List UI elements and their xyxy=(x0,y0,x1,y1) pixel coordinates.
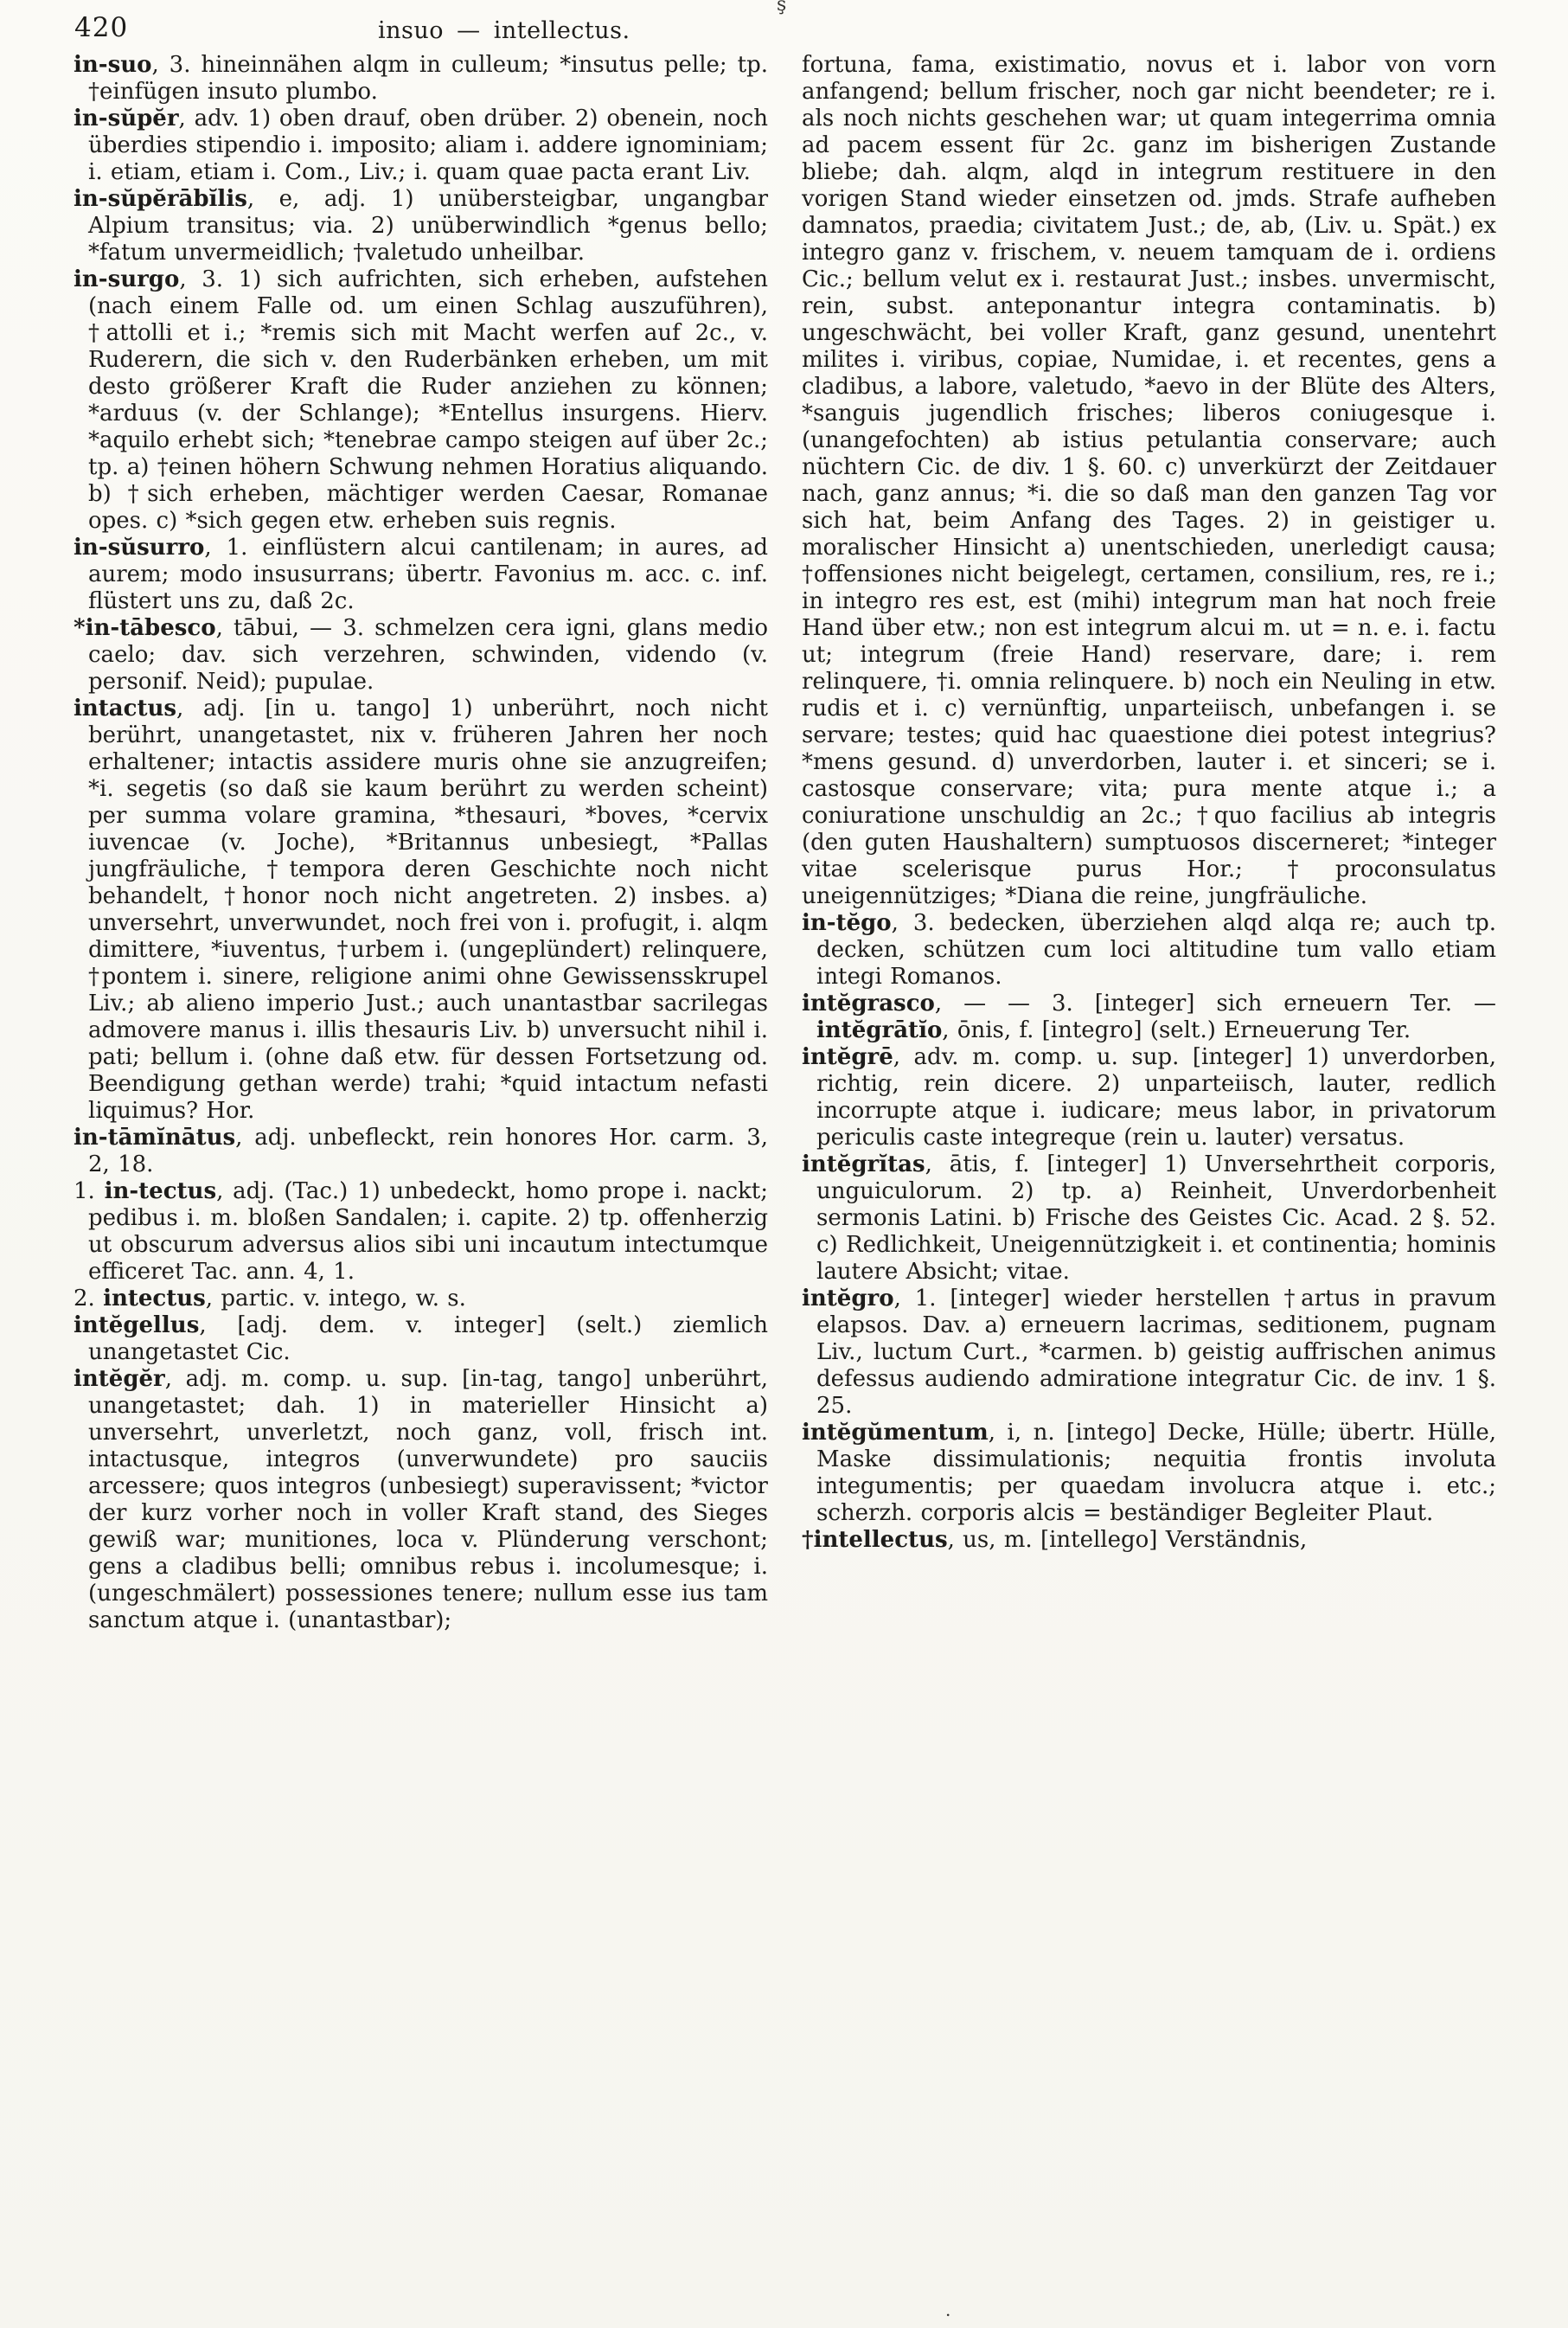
entry-integre xyxy=(802,1044,1496,1151)
headword: intactus xyxy=(74,696,177,721)
entry-integro xyxy=(802,1286,1496,1420)
entry-integrasco-integratio xyxy=(802,991,1496,1044)
entry-integer xyxy=(74,1366,768,1634)
entry-in-surgo xyxy=(74,266,768,535)
entry-integumentum xyxy=(802,1420,1496,1527)
entry-text: , i, n. [intego] Decke, Hülle; übertr. Hülle, Maske dissimulationis; nequitia frontis involuta integumentis; per quaedam involucra atque i. etc.; scherzh. corporis alcis = beständiger Begleiter Plaut. xyxy=(816,1420,1496,1526)
headword: in-sŭpĕr xyxy=(74,106,179,131)
entry-in-super xyxy=(74,106,768,186)
entry-text: , 3. bedecken, überziehen alqd alqa re; auch tp. decken, schützen cum loci altitudine tum vallo etiam integi Romanos. xyxy=(816,910,1496,990)
entry-text: , adv. m. comp. u. sup. [integer] 1) unverdorben, richtig, rein dicere. 2) unparteiisch, lauter, redlich incorrupte atque i. iudicare; meus labor, in privatorum periculis caste integreque (rein u. lauter) versatus. xyxy=(816,1044,1496,1151)
print-artifact-top: ş xyxy=(777,0,787,16)
headword: *in-tābesco xyxy=(74,615,216,641)
headword: intĕgrē xyxy=(802,1044,893,1070)
headword: intĕgellus xyxy=(74,1312,200,1338)
entry-text: , tābui, — 3. schmelzen cera igni, glans medio caelo; dav. sich verzehren, schwinden, videndo (v. personif. Neid); pupulae. xyxy=(88,615,768,695)
entry-text: , 3. 1) sich aufrichten, sich erheben, aufstehen (nach einem Falle od. um einen Schlag auszuführen), †attolli et i.; *remis sich mit Macht werfen auf 2c., v. Ruderern, die sich v. den Ruderbänken erheben, um mit desto größerer Kraft die Ruder anziehen zu können; *arduus (v. der Schlange); *Entellus insurgens. Hierv. *aquilo erhebt sich; *tenebrae campo steigen auf über 2c.; tp. a) †einen höhern Schwung nehmen Horatius aliquando. b) †sich erheben, mächtiger werden Caesar, Romanae opes. c) *sich gegen etw. erheben suis regnis. xyxy=(88,266,768,534)
entry-text: , 1. einflüstern alcui cantilenam; in aures, ad aurem; modo insusurrans; übertr. Favonius m. acc. c. inf. flüstert uns zu, daß 2c. xyxy=(88,535,768,614)
running-header: insuo — intellectus. xyxy=(378,17,630,44)
headword: intĕgrĭtas xyxy=(802,1151,925,1177)
headword: intĕgrasco xyxy=(802,991,935,1016)
entry-intectus-2 xyxy=(74,1286,768,1312)
entry-in-tego xyxy=(802,910,1496,991)
entry-integellus xyxy=(74,1312,768,1366)
entry-text: , us, m. [intellego] Verständnis, xyxy=(947,1527,1308,1553)
entry-text: , 1. [integer] wieder herstellen †artus in pravum elapsos. Dav. a) erneuern lacrimas, seditionem, pugnam Liv., luctum Curt., *carmen. b) geistig auffrischen animus defessus audiendo admiratione integratur Cic. de inv. 1 §. 25. xyxy=(816,1286,1496,1419)
entry-intellectus xyxy=(802,1527,1496,1554)
entry-intactus xyxy=(74,696,768,1125)
headword: in-suo xyxy=(74,52,152,78)
headword: in-tāmĭnātus xyxy=(74,1125,236,1151)
headword: intĕgŭmentum xyxy=(802,1420,989,1446)
right-column xyxy=(802,52,1496,1634)
page-number: 420 xyxy=(74,12,129,43)
headword: in-surgo xyxy=(74,266,180,292)
entry-text: , e, adj. 1) unübersteigbar, ungangbar Alpium transitus; via. 2) unüberwindlich *genus bello; *fatum unvermeidlich; †valetudo unheilbar. xyxy=(88,186,768,266)
headword: in-tectus xyxy=(104,1178,217,1204)
headword: in-tĕgo xyxy=(802,910,892,936)
headword: intĕgrātĭo xyxy=(816,1017,943,1043)
entry-text: 1. xyxy=(74,1178,105,1204)
entry-in-tectus-1 xyxy=(74,1178,768,1286)
headword: in-sŭsurro xyxy=(74,535,205,561)
entry-integer-continuation xyxy=(802,52,1496,910)
entry-text: fortuna, fama, existimatio, novus et i. labor von vorn anfangend; bellum frischer, noch gar nicht beendeter; re i. als noch nichts geschehen war; ut quam integerrima omnia ad pacem essent für 2c. ganz im bisherigen Zustande bliebe; dah. alqm, alqd in integrum restituere in den vorigen Stand wieder einsetzen od. jmds. Strafe aufheben damnatos, praedia; civitatem Just.; de, ab, (Liv. u. Spät.) ex integro ganz v. frischem, v. neuem tamquam de i. ordiens Cic.; bellum velut ex i. restaurat Just.; insbes. unvermischt, rein, subst. anteponantur integra contaminatis. b) ungeschwächt, bei voller Kraft, ganz gesund, unentehrt milites i. viribus, copiae, Numidae, i. et recentes, gens a cladibus, a labore, valetudo, *aevo in der Blüte des Alters, *sanguis jugendlich frisches; liberos coniugesque i. (unangefochten) ab istius petulantia conservare; auch nüchtern Cic. de div. 1 §. 60. c) unverkürzt der Zeitdauer nach, ganz annus; *i. die so daß man den ganzen Tag vor sich hat, beim Anfang des Tages. 2) in geistiger u. moralischer Hinsicht a) unentschieden, unerledigt causa; †offensiones nicht beigelegt, certamen, consilium, res, re i.; in integro res est, est (mihi) integrum man hat noch freie Hand über etw.; non est integrum alcui m. ut = n. e. i. factu ut; integrum (freie Hand) reservare, dare; i. rem relinquere, †i. omnia relinquere. b) noch ein Neuling in etw. rudis et i. c) vernünftig, unparteiisch, unbefangen i. se servare; testes; quid hac quaestione diei potest integrius? *mens gesund. d) unverdorben, lauter i. et sinceri; se i. castosque conservare; vita; pura mente atque i.; a coniuratione unschuldig an 2c.; †quo facilius ab integris (den guten Haushaltern) sumptuosos discerneret; *integer vitae scelerisque purus Hor.; †proconsulatus uneigennütziges; *Diana die reine, jungfräuliche. xyxy=(802,52,1496,909)
entry-text: , partic. v. intego, w. s. xyxy=(205,1286,466,1312)
headword: in-sŭpĕrābĭlis xyxy=(74,186,247,212)
entry-text: , 3. hineinnähen alqm in culleum; *insutus pelle; tp. †einfügen insuto plumbo. xyxy=(88,52,768,105)
entry-in-taminatus xyxy=(74,1125,768,1178)
print-artifact-bottom: . xyxy=(945,2299,951,2320)
entry-in-susurro xyxy=(74,535,768,615)
entry-integritas xyxy=(802,1151,1496,1286)
entry-in-suo xyxy=(74,52,768,106)
entry-text: , adj. (Tac.) 1) unbedeckt, homo prope i. nackt; pedibus i. m. bloßen Sandalen; i. capite. 2) tp. offenherzig ut obscurum adversus alios sibi uni incautum intectumque efficeret Tac. ann. 4, 1. xyxy=(88,1178,768,1285)
entry-text: , [adj. dem. v. integer] (selt.) ziemlich unangetastet Cic. xyxy=(88,1312,768,1365)
left-column xyxy=(74,52,768,1634)
entry-text: , ātis, f. [integer] 1) Unversehrtheit corporis, unguiculorum. 2) tp. a) Reinheit, Unverdorbenheit sermonis Latini. b) Frische des Geistes Cic. Acad. 2 §. 52. c) Redlichkeit, Uneigennützigkeit i. et continentia; hominis lautere Absicht; vitae. xyxy=(816,1151,1496,1285)
entry-text: , adj. unbefleckt, rein honores Hor. carm. 3, 2, 18. xyxy=(88,1125,768,1177)
entry-in-superabilis xyxy=(74,186,768,266)
entry-text: , adv. 1) oben drauf, oben drüber. 2) obenein, noch überdies stipendio i. imposito; aliam i. addere ignominiam; i. etiam, etiam i. Com., Liv.; i. quam quae pacta erant Liv. xyxy=(88,106,768,185)
entry-text: , adj. m. comp. u. sup. [in-tag, tango] unberührt, unangetastet; dah. 1) in materieller Hinsicht a) unversehrt, unverletzt, noch ganz, voll, frisch int. intactusque, integros (unverwundete) pro sauciis arcessere; quos integros (unbesiegt) superavissent; *victor der kurz vorher noch in voller Kraft stand, des Sieges gewiß war; munitiones, loca v. Plünderung verschont; gens a cladibus belli; omnibus rebus i. incolumesque; i. (ungeschmälert) possessiones tenere; nullum esse ius tam sanctum atque i. (unantastbar); xyxy=(88,1366,768,1633)
headword: intĕgro xyxy=(802,1286,894,1312)
headword: intectus xyxy=(103,1286,206,1312)
entry-text: , ōnis, f. [integro] (selt.) Erneuerung Ter. xyxy=(942,1017,1411,1043)
entry-text: , — — 3. [integer] sich erneuern Ter. — xyxy=(934,991,1496,1016)
headword: †intellectus xyxy=(802,1527,948,1553)
headword: intĕgĕr xyxy=(74,1366,165,1392)
entry-text: , adj. [in u. tango] 1) unberührt, noch nicht berührt, unangetastet, nix v. früheren Jahren her noch erhaltener; intactis assidere muris ohne sie anzugreifen; *i. segetis (so daß sie kaum berührt zu werden scheint) per summa volare gramina, *thesauri, *boves, *cervix iuvencae (v. Joche), *Britannus unbesiegt, *Pallas jungfräuliche, †tempora deren Geschichte noch nicht behandelt, †honor noch nicht angetreten. 2) insbes. a) unversehrt, unverwundet, noch frei von i. profugit, i. alqm dimittere, *iuventus, †urbem i. (ungeplündert) relinquere, †pontem i. sinere, religione animi ohne Gewissensskrupel Liv.; ab alieno imperio Just.; auch unantastbar sacrilegas admovere manus i. illis thesauris Liv. b) unversucht nihil i. pati; bellum i. (ohne daß etw. für dessen Fortsetzung od. Beendigung gethan werde) trahi; *quid intactum nefasti liquimus? Hor. xyxy=(88,696,768,1124)
entry-text: 2. xyxy=(74,1286,104,1312)
entry-in-tabesco xyxy=(74,615,768,696)
text-columns xyxy=(74,52,1496,1634)
